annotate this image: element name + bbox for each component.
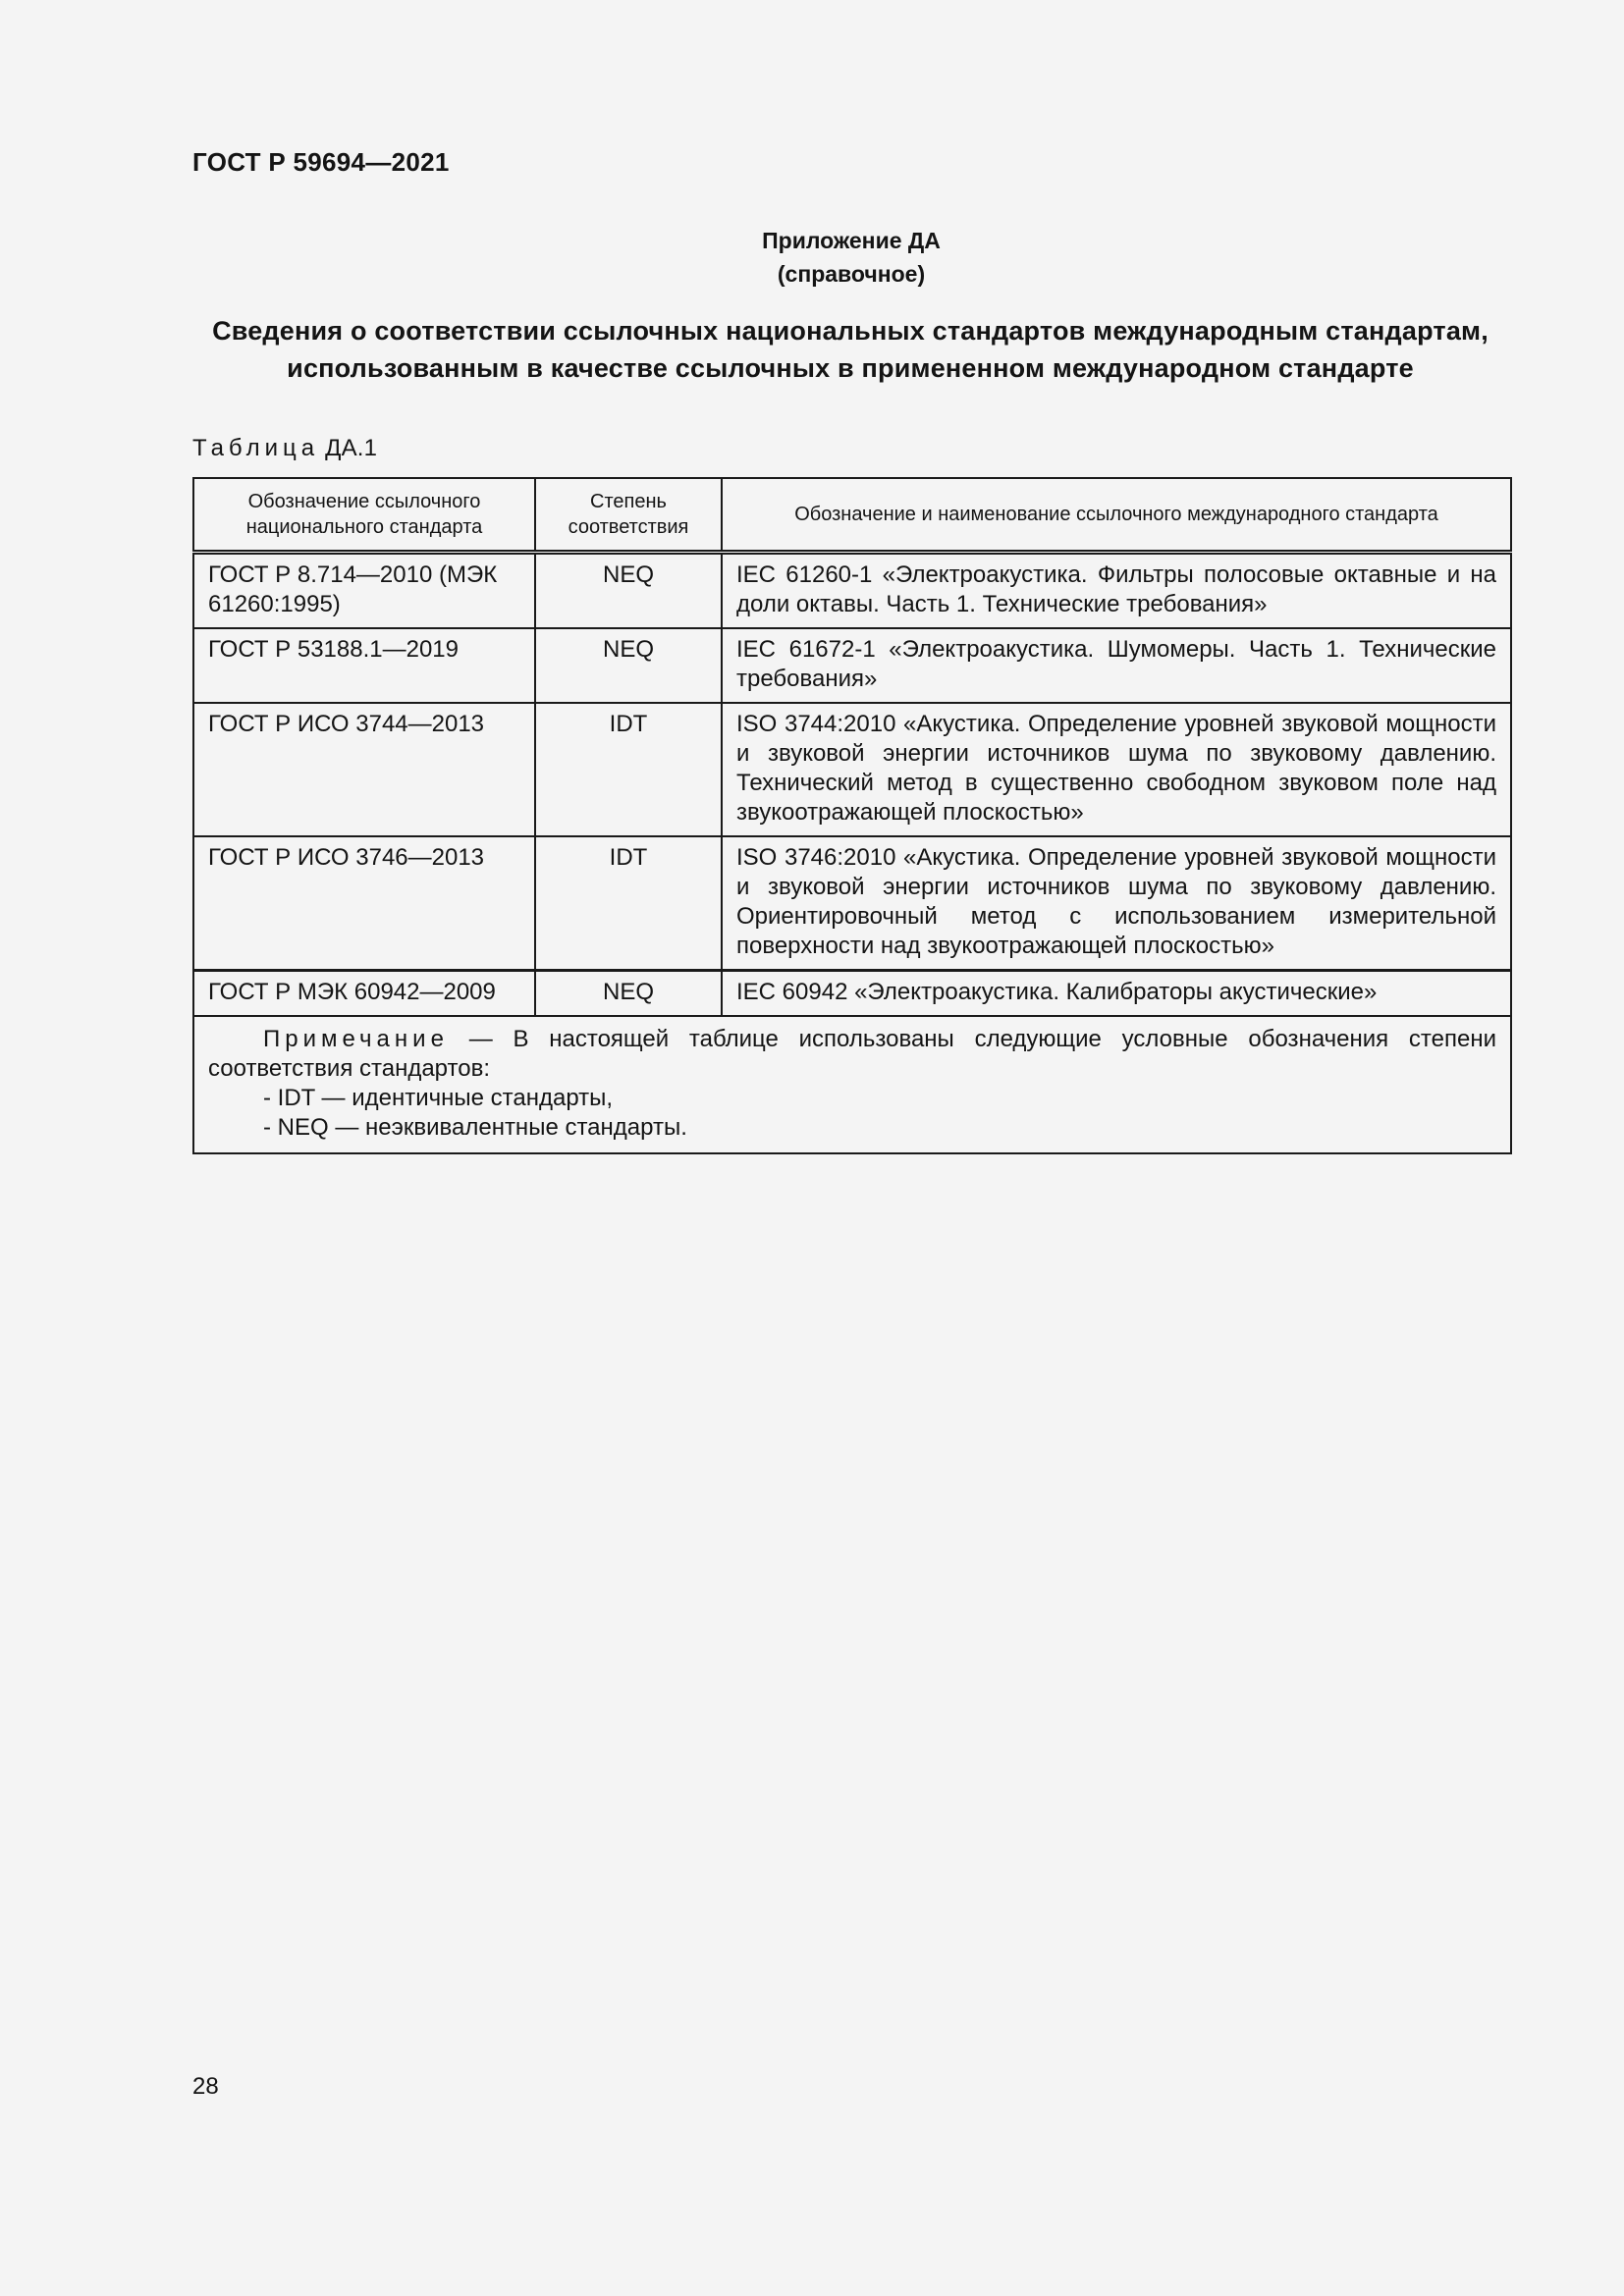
page-number: 28 (192, 2073, 219, 2100)
note-paragraph (208, 1025, 1496, 1084)
page-header: ГОСТ Р 59694—2021 (192, 147, 450, 177)
appendix-subtitle: (справочное) (777, 261, 926, 287)
table-row (193, 971, 1511, 1017)
appendix-title: Приложение ДА (762, 228, 941, 253)
cell-degree: IDT (535, 703, 722, 836)
table-note (193, 1016, 1511, 1153)
table-row (193, 836, 1511, 971)
header-international-standard: Обозначение и наименование ссылочного международного стандарта (722, 478, 1511, 553)
note-text: — В настоящей таблице использованы следующие условные обозначения степени соответствия стандартов: (208, 1026, 1496, 1082)
standards-table (192, 477, 1512, 1154)
cell-degree: NEQ (535, 628, 722, 703)
table-header-row (193, 478, 1511, 553)
table-caption-number: ДА.1 (325, 435, 378, 461)
cell-international-standard: IEC 61672-1 «Электроакустика. Шумомеры. Часть 1. Технические требования» (722, 628, 1511, 703)
cell-degree: NEQ (535, 553, 722, 629)
note-label: Примечание (263, 1026, 449, 1052)
document-title (192, 312, 1508, 387)
note-item-neq: - NEQ — неэквивалентные стандарты. (263, 1114, 687, 1141)
cell-degree: IDT (535, 836, 722, 971)
header-national-standard: Обозначение ссылочного национального стандарта (193, 478, 535, 553)
cell-international-standard: ISO 3744:2010 «Акустика. Определение уровней звуковой мощности и звуковой энергии источников шума по звуковому давлению. Технический метод в существенно свободном звуковом поле над звукоотражающей плоскостью» (722, 703, 1511, 836)
note-item-idt: - IDT — идентичные стандарты, (263, 1085, 614, 1111)
appendix-heading (0, 224, 1624, 291)
cell-national-standard: ГОСТ Р ИСО 3746—2013 (193, 836, 535, 971)
document-title-line2: использованным в качестве ссылочных в примененном международном стандарте (287, 353, 1414, 383)
header-degree: Степень соответствия (535, 478, 722, 553)
table-row (193, 628, 1511, 703)
table-row (193, 553, 1511, 629)
cell-national-standard: ГОСТ Р 8.714—2010 (МЭК 61260:1995) (193, 553, 535, 629)
table-row (193, 703, 1511, 836)
table-caption-label: Таблица (192, 435, 320, 461)
cell-national-standard: ГОСТ Р 53188.1—2019 (193, 628, 535, 703)
cell-international-standard: ISO 3746:2010 «Акустика. Определение уровней звуковой мощности и звуковой энергии источников шума по звуковому давлению. Ориентировочный метод с использованием измерительной поверхности над звукоотражающей плоскостью» (722, 836, 1511, 971)
cell-national-standard: ГОСТ Р МЭК 60942—2009 (193, 971, 535, 1017)
document-title-line1: Сведения о соответствии ссылочных национальных стандартов международным стандартам, (212, 316, 1489, 346)
cell-degree: NEQ (535, 971, 722, 1017)
cell-international-standard: IEC 60942 «Электроакустика. Калибраторы акустические» (722, 971, 1511, 1017)
table-caption (192, 435, 377, 462)
cell-national-standard: ГОСТ Р ИСО 3744—2013 (193, 703, 535, 836)
cell-international-standard: IEC 61260-1 «Электроакустика. Фильтры полосовые октавные и на доли октавы. Часть 1. Технические требования» (722, 553, 1511, 629)
table-note-row (193, 1016, 1511, 1153)
